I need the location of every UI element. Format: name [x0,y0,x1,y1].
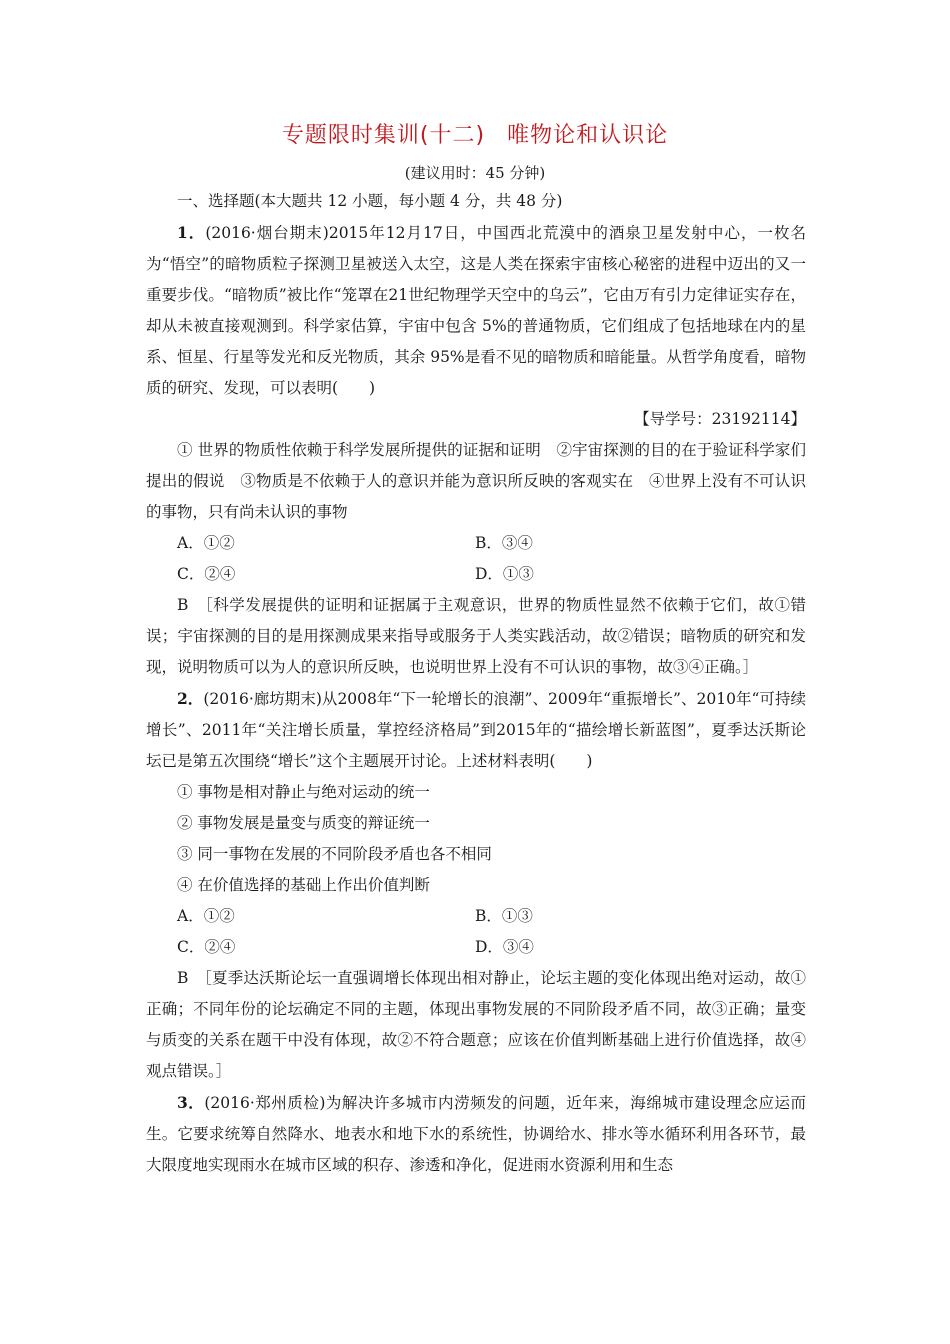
question-number: 1． [177,223,206,242]
answer-letter: B [177,969,189,987]
statement-3: ③ 同一事物在发展的不同阶段矛盾也各不相同 [177,845,492,863]
option-b: B．①③ [475,907,533,925]
title-main: 专题限时集训(十二) [281,123,486,148]
option-d: D．①③ [475,565,534,583]
explanation-text: ［科学发展提供的证明和证据属于主观意识，世界的物质性显然不依赖于它们，故①错误；宇宙探测的目的是用探测成果来指导或服务于人类实践活动，故②错误；暗物质的研究和发现，说明物质可以为人的意识所反映，也说明世界上没有不可认识的事物，故③④正确。］ [146,596,806,676]
suggested-time: (建议用时：45 分钟) [404,164,546,182]
statement-2: ② 事物发展是量变与质变的辩证统一 [177,814,430,832]
options-row [146,932,806,963]
question-3 [146,1087,806,1181]
question-number: 3． [177,1093,205,1112]
section-heading: 一、选择题(本大题共 12 小题，每小题 4 分，共 48 分) [177,192,563,210]
document-title [0,118,950,149]
document-body [146,186,806,1181]
guide-number: 【导学号：23192114】 [634,410,806,428]
option-b: B．③④ [475,534,533,552]
answer-explanation [146,963,806,1087]
options-row [146,559,806,590]
question-text: (2016·廊坊期末)从2008年“下一轮增长的浪潮”、2009年“重振增长”、2010年“可持续增长”、2011年“关注增长质量，掌控经济格局”到2015年的“描绘增长新蓝图”，夏季达沃斯论坛已是第五次围绕“增长”这个主题展开讨论。上述材料表明( ) [146,690,806,770]
answer-letter: B [177,596,189,614]
question-1 [146,217,806,404]
title-sub: 唯物论和认识论 [507,123,669,148]
options-row [146,901,806,932]
question-2 [146,683,806,777]
option-d: D．③④ [475,938,534,956]
option-c: C．②④ [177,938,236,956]
option-a: A．①② [177,907,235,925]
question-number: 2． [177,689,204,708]
options-row [146,528,806,559]
answer-explanation [146,590,806,683]
option-c: C．②④ [177,565,236,583]
question-text: (2016·郑州质检)为解决许多城市内涝频发的问题，近年来，海绵城市建设理念应运而生。它要求统筹自然降水、地表水和地下水的系统性，协调给水、排水等水循环利用各环节，最大限度地实现雨水在城市区域的积存、渗透和净化，促进雨水资源利用和生态 [146,1094,806,1174]
statement-1: ① 事物是相对静止与绝对运动的统一 [177,783,430,801]
statement-4: ④ 在价值选择的基础上作出价值判断 [177,876,430,894]
option-a: A．①② [177,534,235,552]
question-text: (2016·烟台期末)2015年12月17日，中国西北荒漠中的酒泉卫星发射中心，一枚名为“悟空”的暗物质粒子探测卫星被送入太空，这是人类在探索宇宙核心秘密的进程中迈出的又一重要步伐。“暗物质”被比作“笼罩在21世纪物理学天空中的乌云”，它由万有引力定律证实存在，却从未被直接观测到。科学家估算，宇宙中包含 5%的普通物质，它们组成了包括地球在内的星系、恒星、行星等发光和反光物质，其余 95%是看不见的暗物质和暗能量。从哲学角度看，暗物质的研究、发现，可以表明( ) [146,224,806,397]
explanation-text: ［夏季达沃斯论坛一直强调增长体现出相对静止，论坛主题的变化体现出绝对运动，故①正确；不同年份的论坛确定不同的主题，体现出事物发展的不同阶段矛盾不同，故③正确；量变与质变的关系在题干中没有体现，故②不符合题意；应该在价值判断基础上进行价值选择，故④观点错误。］ [146,969,806,1080]
question-1-statements: ① 世界的物质性依赖于科学发展所提供的证据和证明 ②宇宙探测的目的在于验证科学家们提出的假说 ③物质是不依赖于人的意识并能为意识所反映的客观实在 ④世界上没有不可认识的事物，只有尚未认识的事物 [146,441,806,521]
